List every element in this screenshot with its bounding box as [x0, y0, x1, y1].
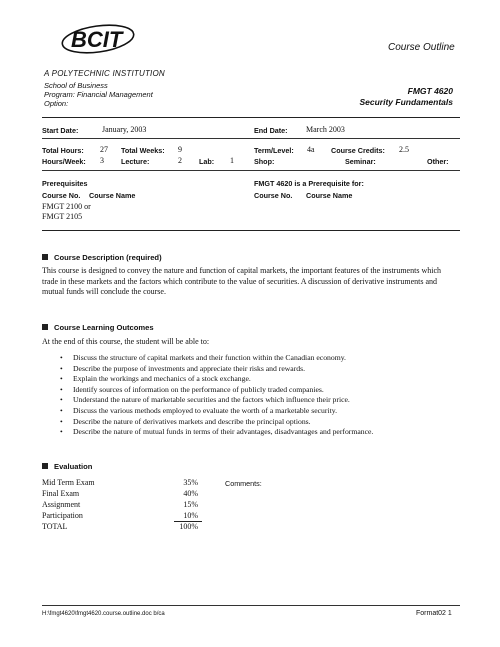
eval-item-name: Final Exam: [42, 489, 80, 498]
evaluation-heading: Evaluation: [42, 462, 92, 471]
list-item: • Discuss the structure of capital markets and their function within the Canadian economy.: [60, 353, 373, 364]
course-description-text: This course is designed to convey the nature and function of capital markets, the important features of the instruments which trade in these markets and the factors which contribute to the value of securities. A discussion of derivative instruments and mutual funds will conclude the course.: [42, 266, 441, 296]
institution-tagline: A POLYTECHNIC INSTITUTION: [44, 69, 165, 78]
course-code: FMGT 4620: [407, 86, 453, 96]
shop-label: Shop:: [254, 157, 275, 166]
hours-week-label: Hours/Week:: [42, 157, 86, 166]
lecture-value: 2: [178, 156, 182, 165]
total-hours-label: Total Hours:: [42, 146, 84, 155]
eval-total-value: 100%: [179, 522, 198, 531]
lecture-label: Lecture:: [121, 157, 150, 166]
bcit-logo: [56, 18, 136, 60]
prereq-col-course-no: Course No.: [42, 191, 81, 200]
seminar-label: Seminar:: [345, 157, 376, 166]
prerequisite-for-heading: FMGT 4620 is a Prerequisite for:: [254, 179, 364, 188]
school-name: School of Business: [44, 81, 108, 90]
list-item: • Describe the nature of mutual funds in terms of their advantages, disadvantages and performance.: [60, 427, 373, 438]
eval-item-weight: 10%: [183, 511, 198, 520]
program-name: Program: Financial Management: [44, 90, 153, 99]
list-item: • Describe the nature of derivatives markets and describe the principal options.: [60, 417, 373, 428]
total-weeks-value: 9: [178, 145, 182, 154]
term-level-value: 4a: [307, 145, 315, 154]
footer-divider: [42, 605, 460, 606]
eval-total-label: TOTAL: [42, 522, 68, 531]
divider: [42, 170, 460, 171]
square-bullet-icon: [42, 324, 48, 330]
lab-value: 1: [230, 156, 234, 165]
end-date-value: March 2003: [306, 125, 345, 134]
course-credits-value: 2.5: [399, 145, 409, 154]
list-item: • Explain the workings and mechanics of a stock exchange.: [60, 374, 373, 385]
list-item: • Describe the purpose of investments and appreciate their risks and rewards.: [60, 364, 373, 375]
learning-outcomes-intro: At the end of this course, the student will be able to:: [42, 337, 210, 346]
prereq-col-course-name: Course Name: [89, 191, 136, 200]
lab-label: Lab:: [199, 157, 215, 166]
hours-week-value: 3: [100, 156, 104, 165]
course-title: Security Fundamentals: [359, 97, 453, 107]
list-item: • Understand the nature of marketable securities and the factors which influence their price.: [60, 395, 373, 406]
divider: [42, 117, 460, 118]
square-bullet-icon: [42, 254, 48, 260]
prerequisites-heading: Prerequisites: [42, 179, 88, 188]
prereq-course-item: FMGT 2105: [42, 212, 83, 221]
start-date-value: January, 2003: [102, 125, 147, 134]
learning-outcomes-heading: Course Learning Outcomes: [42, 323, 154, 332]
start-date-label: Start Date:: [42, 126, 79, 135]
prereq-for-col-course-name: Course Name: [306, 191, 353, 200]
option-label: Option:: [44, 99, 69, 108]
eval-comments-label: Comments:: [225, 479, 262, 488]
course-description-heading: Course Description (required): [42, 253, 162, 262]
square-bullet-icon: [42, 463, 48, 469]
eval-item-name: Mid Term Exam: [42, 478, 95, 487]
footer-form-number: Format02 1: [416, 610, 452, 617]
eval-item-weight: 40%: [183, 489, 198, 498]
eval-item-name: Assignment: [42, 500, 81, 509]
divider: [42, 138, 460, 139]
total-hours-value: 27: [100, 145, 108, 154]
eval-item-weight: 35%: [183, 478, 198, 487]
learning-outcomes-list: [60, 353, 373, 438]
eval-item-name: Participation: [42, 511, 83, 520]
eval-item-weight: 15%: [183, 500, 198, 509]
doc-type-label: Course Outline: [388, 42, 455, 53]
svg-text:BCIT: BCIT: [71, 27, 123, 52]
end-date-label: End Date:: [254, 126, 288, 135]
footer-file-path: H:\fmgt4620\fmgt4620.course.outline.doc b/ca: [42, 611, 165, 617]
list-item: • Identify sources of information on the performance of publicly traded companies.: [60, 385, 373, 396]
prereq-for-col-course-no: Course No.: [254, 191, 293, 200]
total-weeks-label: Total Weeks:: [121, 146, 165, 155]
course-credits-label: Course Credits:: [331, 146, 385, 155]
prereq-course-item: FMGT 2100 or: [42, 202, 91, 211]
school-info: [44, 81, 153, 108]
term-level-label: Term/Level:: [254, 146, 294, 155]
list-item: • Discuss the various methods employed to evaluate the worth of a marketable security.: [60, 406, 373, 417]
other-label: Other:: [427, 157, 449, 166]
divider: [42, 230, 460, 231]
